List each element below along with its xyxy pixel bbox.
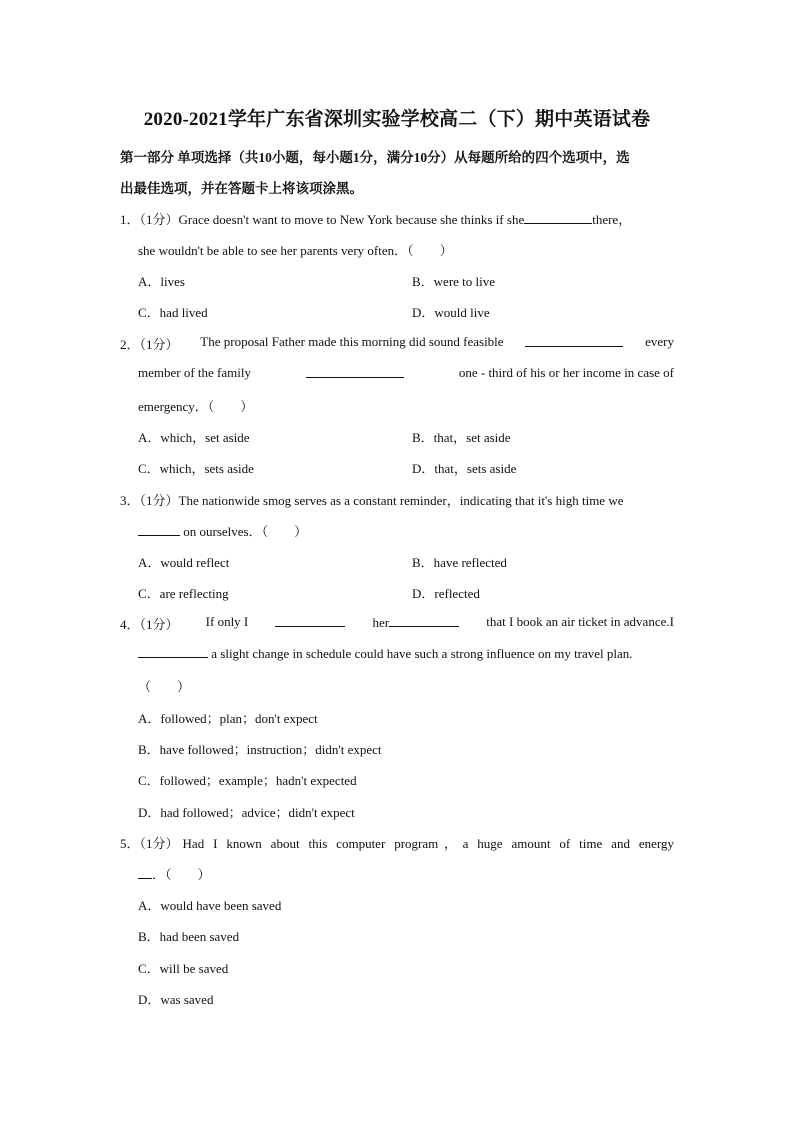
question-score: （1分） [139,836,179,851]
question-5-option-b[interactable]: B．had been saved [138,929,240,944]
question-4-option-a[interactable]: A．followed；plan；don't expect [138,711,318,726]
answer-blank [138,523,180,536]
question-3-option-c[interactable]: C．are reflecting [138,586,229,601]
question-1-option-d[interactable]: D．would live [412,305,490,320]
question-score: （1分） [139,212,179,227]
question-4-option-d[interactable]: D．had followed；advice；didn't expect [138,805,355,820]
question-4-option-c[interactable]: C．followed；example；hadn't expected [138,773,357,788]
answer-blank [524,211,592,224]
question-2-option-b[interactable]: B．that，set aside [412,430,511,445]
answer-blank [275,614,345,627]
question-3-stem-line2: on ourselves．（ ） [138,521,307,540]
question-score: （1分） [139,493,179,508]
question-2-option-d[interactable]: D．that，sets aside [412,461,517,476]
question-3-stem-line1: 3．（1分）The nationwide smog serves as a constant reminder，indicating that it's high time we [120,493,624,508]
question-5-stem-line2: ．（ ） [138,864,211,883]
question-1-stem-line2: she wouldn't be able to see her parents very often．（ ） [138,243,453,258]
question-5-option-c[interactable]: C．will be saved [138,961,229,976]
question-4-stem-line3: （ ） [138,679,191,694]
question-number: 3． [120,493,140,508]
question-4-option-b[interactable]: B．have followed；instruction；didn't expect [138,742,382,757]
question-3-option-a[interactable]: A．would reflect [138,555,230,570]
question-number: 1． [120,212,140,227]
answer-blank [138,645,208,658]
question-1-stem-line1: 1．（1分）Grace doesn't want to move to New York because she thinks if she there， [120,212,632,227]
question-number: 5． [120,836,140,851]
question-3-option-b[interactable]: B．have reflected [412,555,507,570]
question-2-option-c[interactable]: C．which，sets aside [138,461,254,476]
exam-title: 2020-2021学年广东省深圳实验学校高二（下）期中英语试卷 [143,109,651,130]
answer-blank [138,866,152,879]
question-1-option-a[interactable]: A．lives [138,274,185,289]
question-2-stem-line3: emergency．（ ） [138,399,254,414]
answer-blank [389,614,459,627]
question-number: 4． [120,617,140,632]
section-instructions-line2: 出最佳选项，并在答题卡上将该项涂黑。 [120,181,363,196]
question-5-option-d[interactable]: D．was saved [138,992,214,1007]
question-5-stem-line1: 5．（1分） Had I known about this computer program，a huge amount of time and energy [120,836,674,851]
section-instructions-line1: 第一部分 单项选择（共10小题，每小题1分，满分10分）从每题所给的四个选项中，选 [120,150,630,165]
question-5-option-a[interactable]: A．would have been saved [138,898,282,913]
question-score: （1分） [139,617,179,632]
answer-blank [306,365,404,378]
question-score: （1分） [139,337,179,352]
question-2-stem-line2: member of the family one - third of his or her income in case of [138,365,674,380]
question-4-stem-line1: 4．（1分） If only I her that I book an air ticket in advance.I [120,614,674,632]
question-4-stem-line2: a slight change in schedule could have such a strong influence on my travel plan. [138,645,633,662]
question-number: 2． [120,337,140,352]
question-2-option-a[interactable]: A．which，set aside [138,430,250,445]
question-2-stem-line1: 2．（1分） The proposal Father made this morning did sound feasible every [120,334,674,352]
question-1-option-b[interactable]: B．were to live [412,274,496,289]
question-1-option-c[interactable]: C．had lived [138,305,208,320]
question-3-option-d[interactable]: D．reflected [412,586,480,601]
answer-blank [525,334,623,347]
